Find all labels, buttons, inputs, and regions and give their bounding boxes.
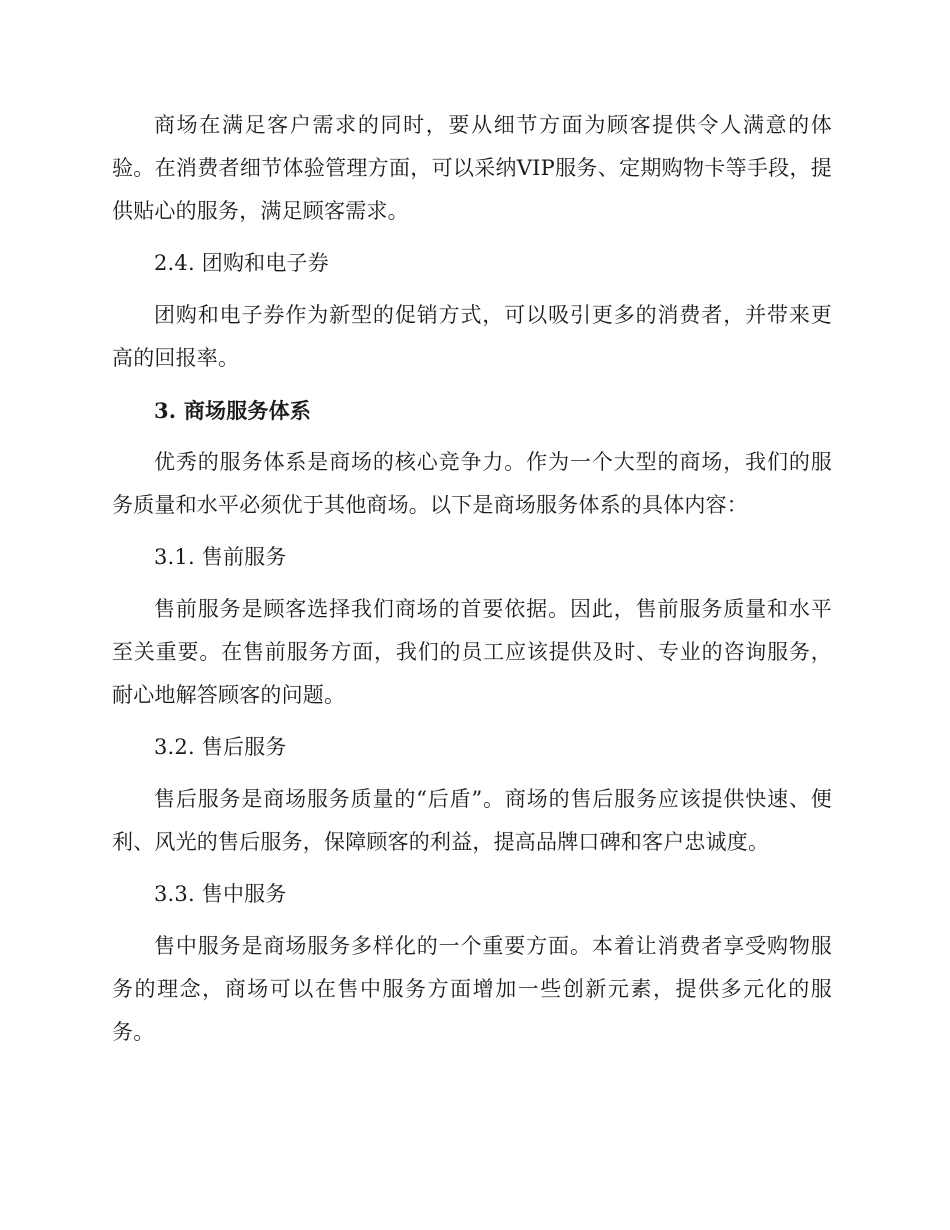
paragraph-detail-experience: 商场在满足客户需求的同时，要从细节方面为顾客提供令人满意的体验。在消费者细节体验管理方面，可以采纳VIP服务、定期购物卡等手段，提供贴心的服务，满足顾客需求。 (112, 113, 832, 223)
subheading-in-sale: 3.3. 售中服务 (154, 882, 287, 906)
paragraph-group-buying: 团购和电子券作为新型的促销方式，可以吸引更多的消费者，并带来更高的回报率。 (112, 303, 832, 370)
paragraph-pre-sale: 售前服务是顾客选择我们商场的首要依据。因此，售前服务质量和水平至关重要。在售前服务方面，我们的员工应该提供及时、专业的咨询服务，耐心地解答顾客的问题。 (112, 597, 832, 707)
paragraph-service-system: 优秀的服务体系是商场的核心竞争力。作为一个大型的商场，我们的服务质量和水平必须优于其他商场。以下是商场服务体系的具体内容： (112, 450, 832, 517)
subheading-pre-sale: 3.1. 售前服务 (154, 545, 287, 569)
subheading-group-buying: 2.4. 团购和电子券 (154, 251, 329, 275)
heading-service-system: 3. 商场服务体系 (154, 398, 312, 423)
paragraph-after-sale: 售后服务是商场服务质量的“后盾”。商场的售后服务应该提供快速、便利、风光的售后服务，保障顾客的利益，提高品牌口碑和客户忠诚度。 (112, 787, 832, 854)
document-page (112, 104, 832, 1054)
paragraph-in-sale: 售中服务是商场服务多样化的一个重要方面。本着让消费者享受购物服务的理念，商场可以在售中服务方面增加一些创新元素，提供多元化的服务。 (112, 934, 832, 1044)
subheading-after-sale: 3.2. 售后服务 (154, 735, 287, 759)
